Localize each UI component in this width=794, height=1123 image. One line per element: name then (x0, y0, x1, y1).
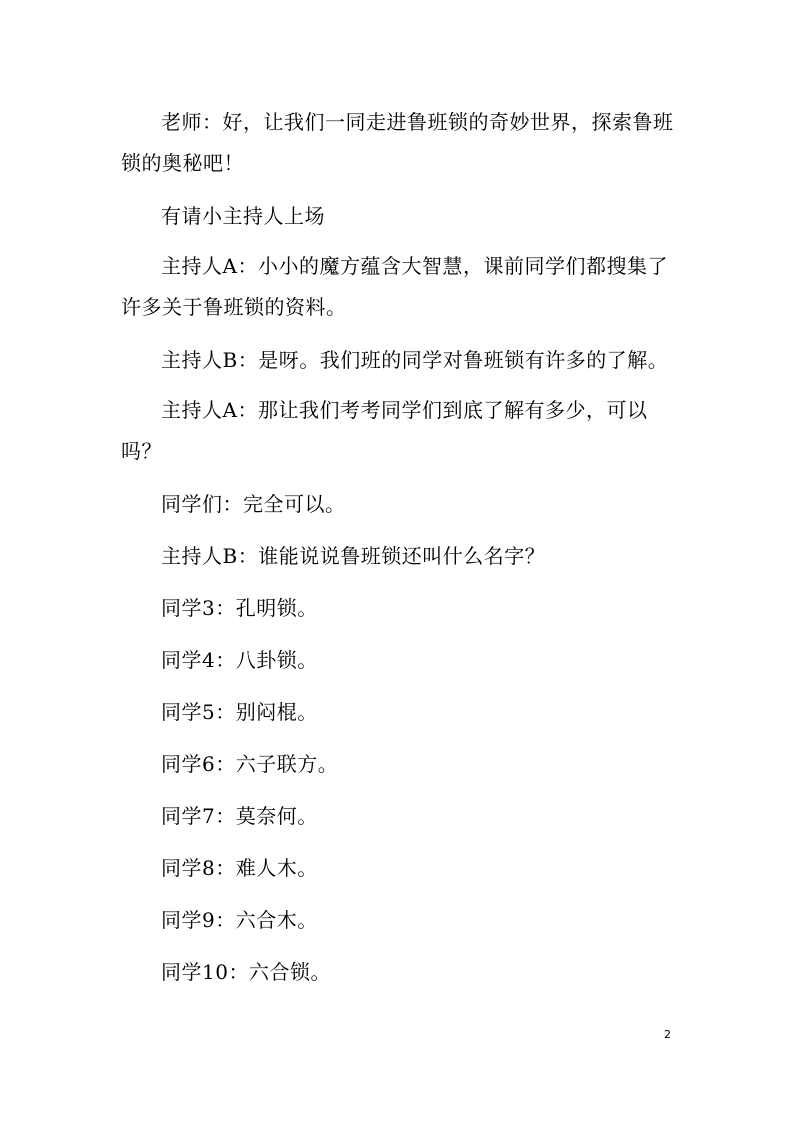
paragraph-host-b-reply: 主持人B：是呀。我们班的同学对鲁班锁有许多的了解。 (161, 348, 669, 372)
paragraph-student-3: 同学3：孔明锁。 (161, 596, 318, 620)
paragraph-student-9: 同学9：六合木。 (161, 908, 318, 932)
paragraph-host-a-question: 主持人A：那让我们考考同学们到底了解有多少，可以吗？ (121, 398, 648, 463)
paragraph-student-7: 同学7：莫奈何。 (161, 804, 318, 828)
paragraph-teacher: 老师：好，让我们一同走进鲁班锁的奇妙世界，探索鲁班锁的奥秘吧！ (121, 110, 674, 175)
paragraph-student-8: 同学8：难人木。 (161, 856, 318, 880)
paragraph-host-a-intro: 主持人A：小小的魔方蕴含大智慧，课前同学们都搜集了许多关于鲁班锁的资料。 (121, 254, 668, 319)
paragraph-host-b-question: 主持人B：谁能说说鲁班锁还叫什么名字？ (161, 544, 546, 568)
paragraph-student-10: 同学10：六合锁。 (161, 960, 331, 984)
page-number: 2 (664, 1028, 671, 1041)
paragraph-host-invite: 有请小主持人上场 (161, 204, 325, 228)
paragraph-students-answer: 同学们：完全可以。 (161, 492, 346, 516)
paragraph-student-4: 同学4：八卦锁。 (161, 648, 318, 672)
paragraph-student-5: 同学5：别闷棍。 (161, 700, 318, 724)
paragraph-student-6: 同学6：六子联方。 (161, 752, 339, 776)
